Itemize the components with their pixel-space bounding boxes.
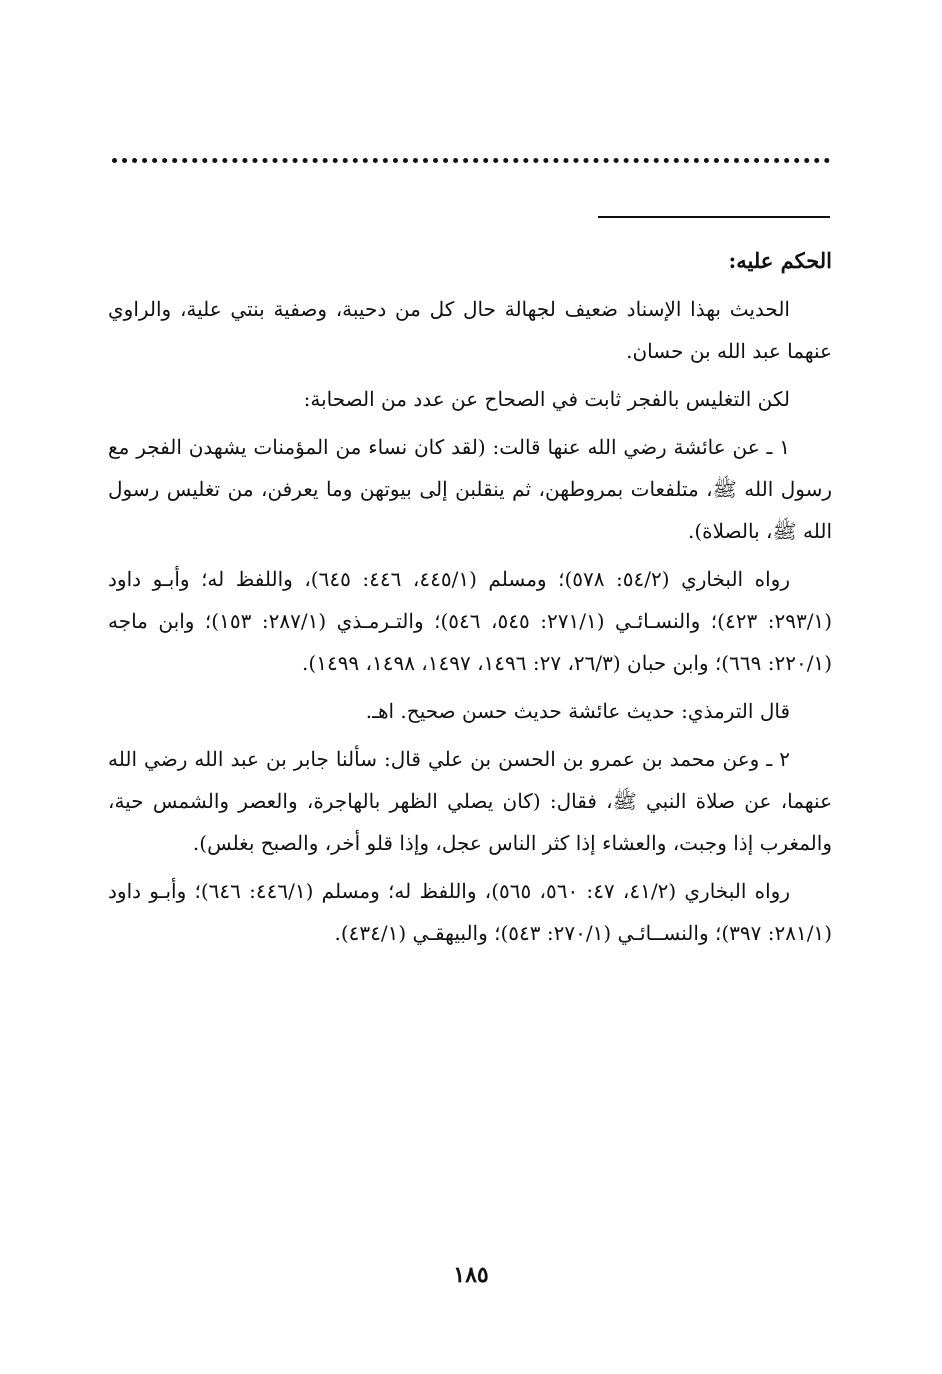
page-body <box>108 240 832 960</box>
page-number: ١٨٥ <box>453 1262 489 1288</box>
tirmidhi-grading: قال الترمذي: حديث عائشة حديث حسن صحيح. اهـ. <box>365 699 790 723</box>
hadith-aisha-text: ١ ـ عن عائشة رضي الله عنها قالت: (لقد كان نساء من المؤمنات يشهدن الفجر مع رسول الله ﷺ، متلفعات بمروطهن، ثم ينقلبن إلى بيوتهن وما يعرفن، من تغليس رسول الله ﷺ، بالصلاة). <box>108 435 832 543</box>
hadith-aisha-references: رواه البخاري (٥٤/٢: ٥٧٨)؛ ومسلم (٤٤٥/١، ٤٤٦: ٦٤٥)، واللفظ له؛ وأبـو داود (٢٩٣/١: ٤٢٣)؛ والنسـائـي (٢٧١/١: ٥٤٥، ٥٤٦)؛ والتـرمـذي (٢٨٧/١: ١٥٣)؛ وابن ماجه (٢٢٠/١: ٦٦٩)؛ وابن حبان (٢٦/٣، ٢٧: ١٤٩٦، ١٤٩٧، ١٤٩٨، ١٤٩٩). <box>108 567 832 675</box>
dotted-separator <box>112 158 830 163</box>
section-heading: الحكم عليه: <box>728 248 832 273</box>
section-divider-line <box>598 216 830 218</box>
hadith-jabir-text: ٢ ـ وعن محمد بن عمرو بن الحسن بن علي قال: سألنا جابر بن عبد الله رضي الله عنهما، عن صلاة النبي ﷺ، فقال: (كان يصلي الظهر بالهاجرة، والعصر والشمس حية، والمغرب إذا وجبت، والعشاء إذا كثر الناس عجل، وإذا قلو أخر، والصبح بغلس). <box>108 747 832 855</box>
ruling-paragraph: الحديث بهذا الإسناد ضعيف لجهالة حال كل من دحيبة، وصفية بنتي علية، والراوي عنهما عبد الله بن حسان. <box>108 297 832 363</box>
hadith-jabir-references: رواه البخاري (٤١/٢، ٤٧: ٥٦٠، ٥٦٥)، واللفظ له؛ ومسلم (٤٤٦/١: ٦٤٦)؛ وأبـو داود (٢٨١/١: ٣٩٧)؛ والنســائـي (٢٧٠/١: ٥٤٣)؛ والبيهقـي (٤٣٤/١). <box>108 879 832 945</box>
supporting-evidence-intro: لكن التغليس بالفجر ثابت في الصحاح عن عدد من الصحابة: <box>303 387 790 411</box>
